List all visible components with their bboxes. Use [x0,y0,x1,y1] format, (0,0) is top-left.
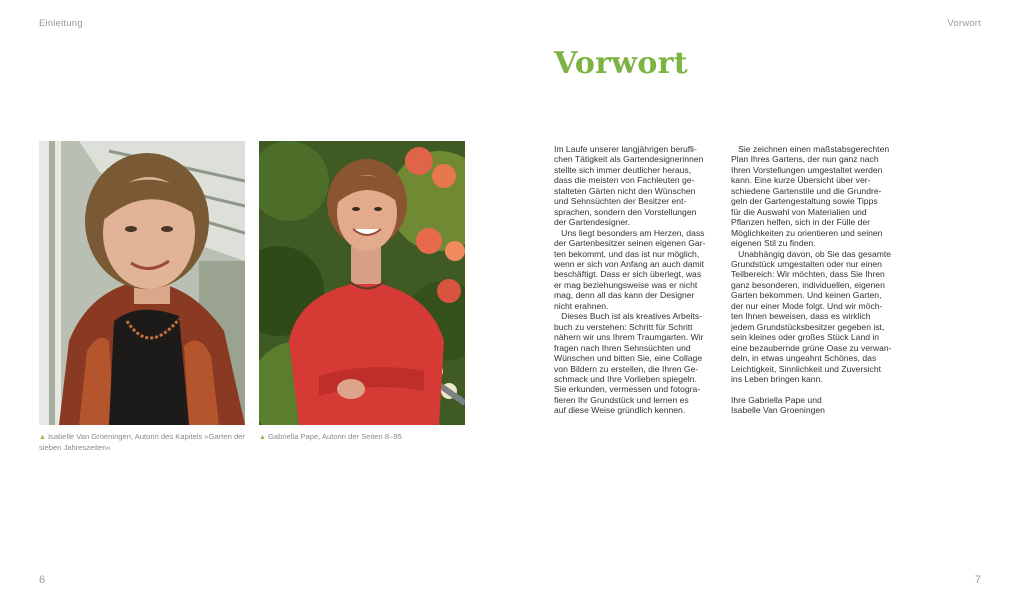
portrait-image [39,141,245,425]
running-header-right: Vorwort [947,18,981,29]
caption-line: Gabriella Pape, Autorin der Seiten 8–95 [267,432,402,441]
triangle-icon: ▲ [39,434,46,441]
text-line: geln der Gartengestaltung sowie Tipps [731,196,878,207]
text-line: der Gartendesigner. [554,217,630,228]
text-line: Isabelle Van Groeningen [731,405,825,416]
body-column-1 [554,144,724,416]
photo-caption-isabelle [39,432,249,453]
text-line: kann. Eine kurze Übersicht über ver- [731,175,871,186]
text-line: beschäftigt. Dass er sich überlegt, was [554,269,702,280]
text-line: stellte sich immer deutlicher heraus, [554,164,692,175]
photo-caption-gabriella [259,432,469,443]
text-line: fragen nach Ihren Sehnsüchten und [554,342,691,353]
text-line: nicht erahnen. [554,300,609,311]
text-line: Unabhängig davon, ob Sie das gesamte [731,248,892,259]
text-line: sprachen, sondern den Vorstellungen [554,206,697,217]
text-line: fieren Ihr Grundstück und lernen es [554,394,689,405]
page-number-left: 6 [39,574,46,586]
text-line: Grundstück umgestalten oder nur einen [731,258,882,269]
text-line: Sie erkunden, vermessen und fotogra- [554,384,701,395]
text-line: chen Tätigkeit als Gartendesignerinnen [554,154,704,165]
caption-line: Isabelle Van Groeningen, Autorin des Kapitels »Garten der [47,432,245,441]
text-line: schmack und Ihre Vorlieben spiegeln. [554,373,697,384]
text-line: eigenen Stil zu finden. [731,238,816,249]
text-line: Uns liegt besonders am Herzen, dass [554,227,705,238]
text-line: der Gartenbesitzer seinen eigenen Gar- [554,238,706,249]
text-line: buch zu verstehen: Schritt für Schritt [554,321,693,332]
caption-line: sieben Jahreszeiten« [39,443,111,452]
author-photo-isabelle [39,141,245,425]
text-line: schiedene Gartenstile und die Grundre- [731,185,882,196]
text-line: Möglichkeiten zu orientieren und seinen [731,227,883,238]
text-line: Garten bekommen. Und keinen Garten, [731,290,882,301]
text-line: Sie zeichnen einen maßstabsgerechten [731,144,890,154]
page-title: Vorwort [554,46,688,81]
text-line: und Sehnsüchten der Besitzer ent- [554,196,687,207]
portrait-image [259,141,465,425]
text-line: mag, denn all das kann der Designer [554,290,695,301]
text-line: Wünschen und bitten Sie, eine Collage [554,353,703,364]
text-line: Teilbereich: Wir möchten, dass Sie Ihren [731,269,885,280]
text-line: wenn er sich von Anfang an auch damit [554,258,705,269]
text-line: ten Ihnen beweisen, dass es wirklich [731,311,871,322]
text-line: auf diese Weise gründlich kennen. [554,405,686,416]
text-line: eine bezaubernde grüne Oase zu verwan- [731,342,892,353]
text-line [731,384,911,394]
text-line: von Bildern zu erstellen, die Ihren Ge- [554,363,699,374]
text-line: stalteten Gärten nicht den Wünschen [554,185,696,196]
text-line: Dieses Buch ist als kreatives Arbeits- [554,311,703,322]
triangle-icon: ▲ [259,434,266,441]
body-column-2 [731,144,911,416]
text-line: Im Laufe unserer langjährigen berufli- [554,144,697,154]
running-header-left: Einleitung [39,18,83,29]
text-line: jedem Grundstücksbesitzer gegeben ist, [731,321,885,332]
text-line: deln, in etwas ungeahnt Schönes, das [731,353,877,364]
text-line: ten bekommt, und das ist nur möglich, [554,248,700,259]
author-photo-gabriella [259,141,465,425]
text-line: er mag beziehungsweise was er nicht [554,279,698,290]
page-number-right: 7 [974,574,981,586]
text-line: ins Leben bringen kann. [731,373,823,384]
text-line: Leichtigkeit, Sinnlichkeit und Zuversicht [731,363,881,374]
text-line: Ihre Gabriella Pape und [731,394,822,405]
text-line: Ihren Vorstellungen umgestaltet werden [731,164,883,175]
text-line: der nur einer Mode folgt. Und wir möch- [731,300,883,311]
text-line: für die Auswahl von Materialien und [731,206,867,217]
text-line: dass die meisten von Fachleuten ge- [554,175,695,186]
text-line: sein kleines oder großes Stück Land in [731,332,880,343]
text-line: nähern wir uns Ihrem Traumgarten. Wir [554,332,704,343]
text-line: ganz besonderen, individuellen, eigenen [731,279,885,290]
text-line: Plan Ihres Gartens, der nun ganz nach [731,154,879,165]
text-line: Pflanzen helfen, sich in der Fülle der [731,217,871,228]
